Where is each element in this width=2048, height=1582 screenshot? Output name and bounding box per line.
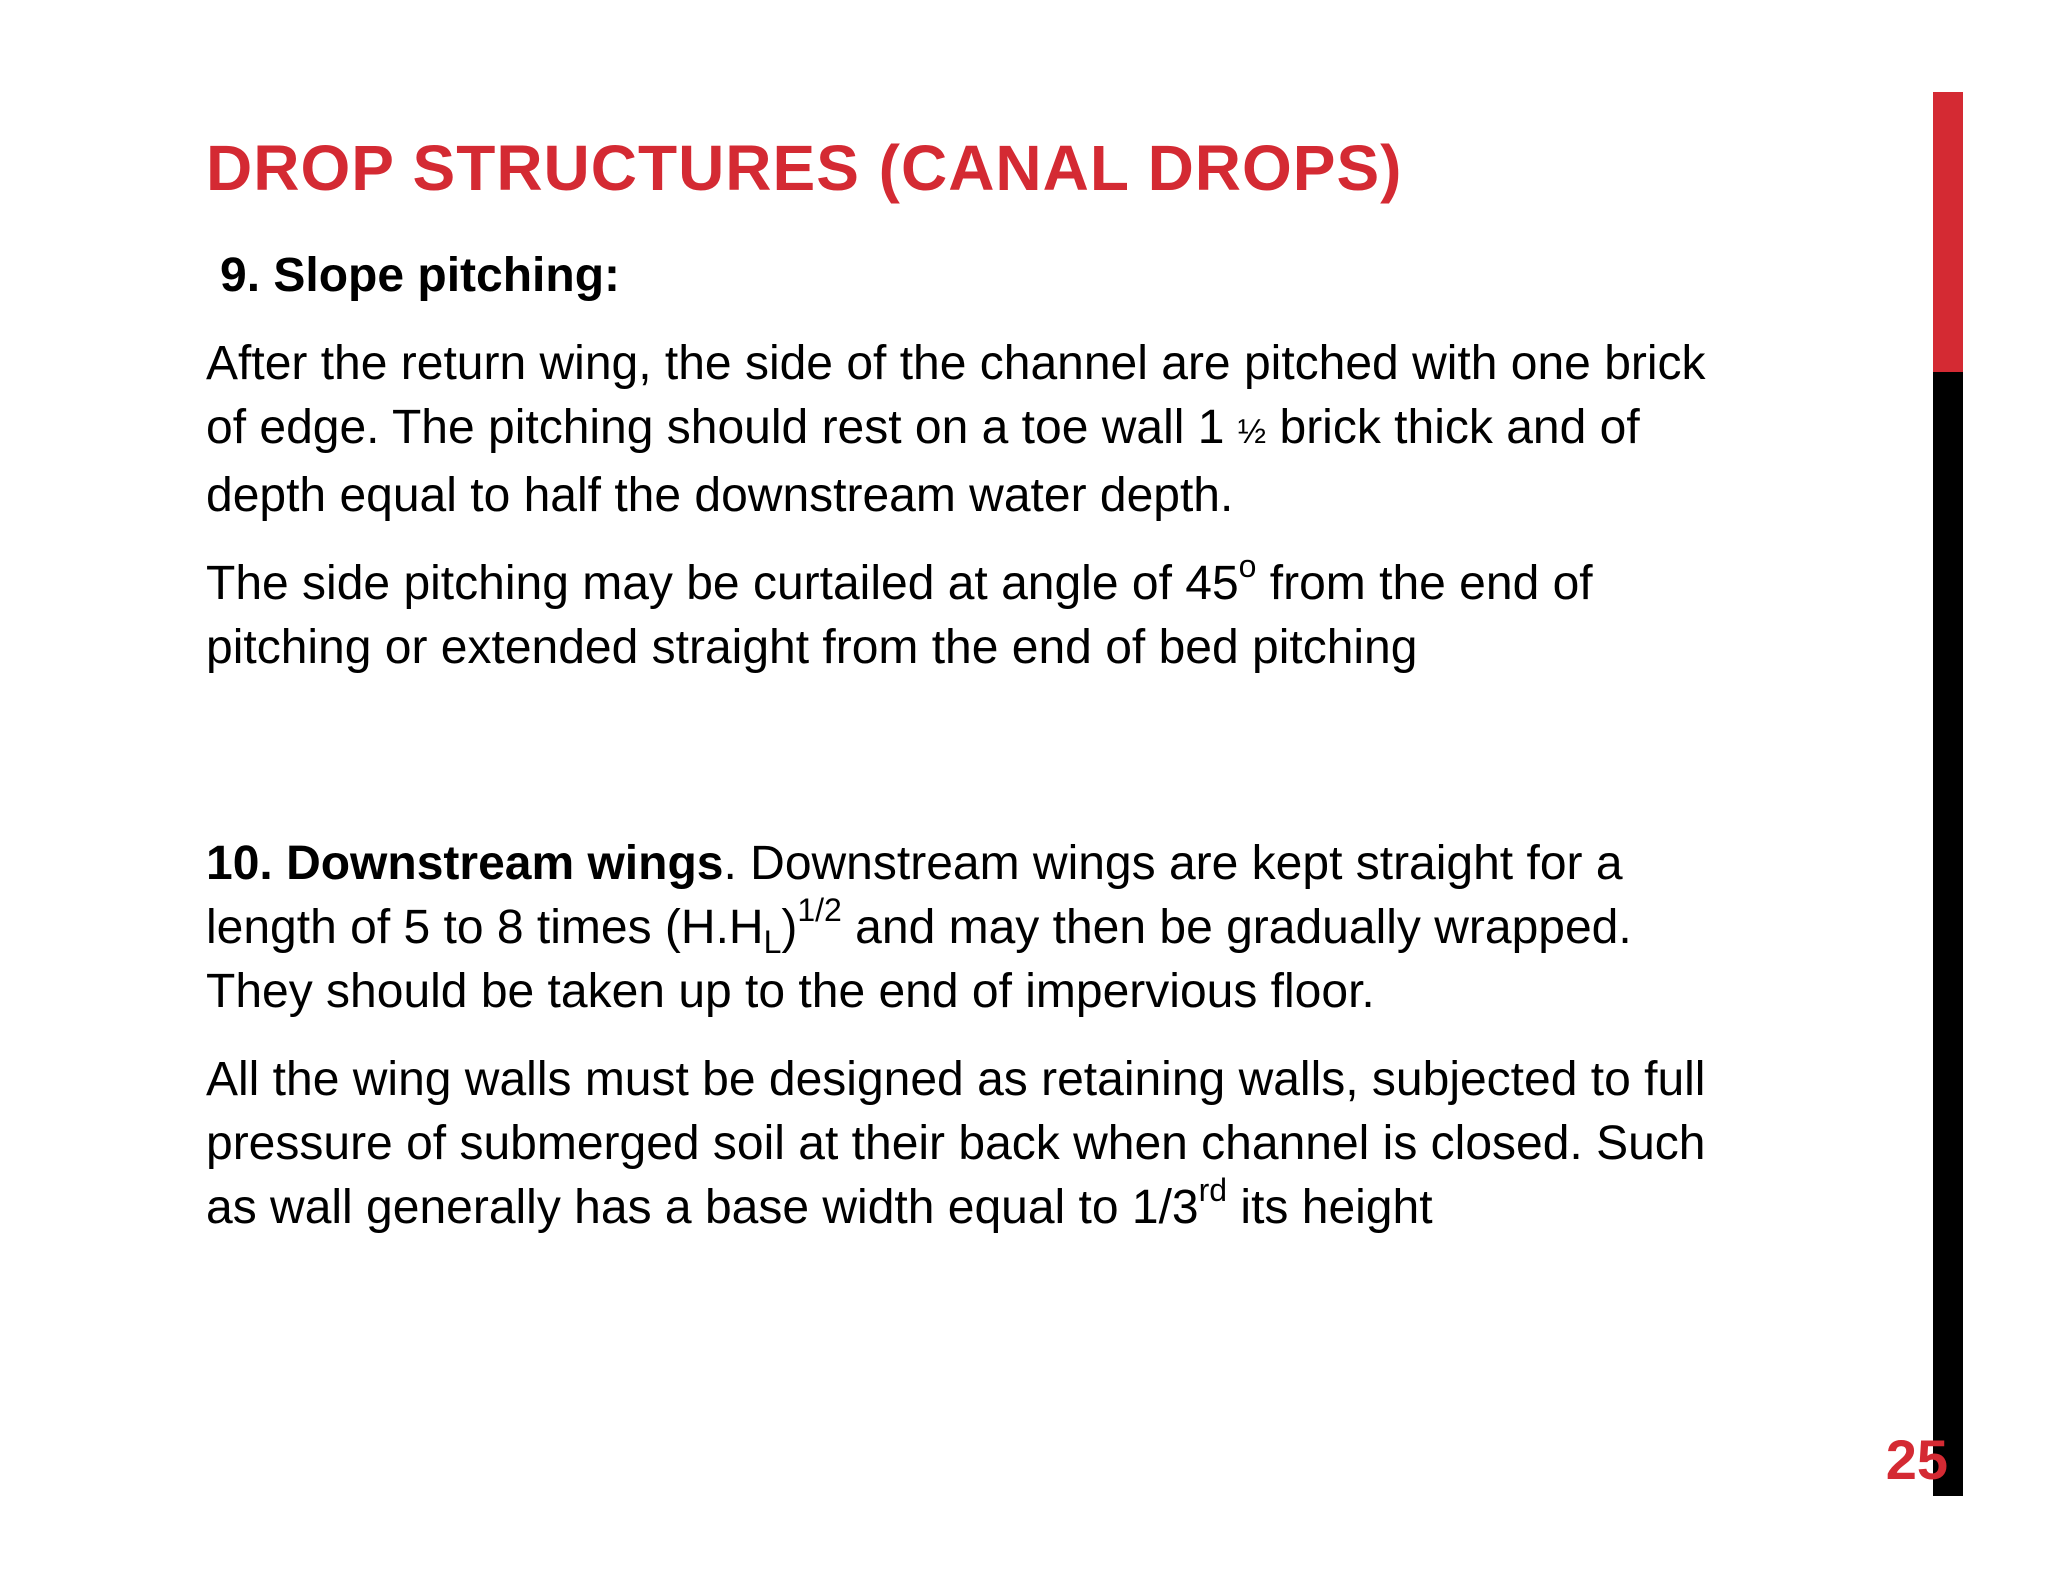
- subscript-l: L: [763, 924, 782, 960]
- text-line: They should be taken up to the end of impervious floor.: [206, 965, 1375, 1018]
- ordinal-superscript: rd: [1198, 1172, 1228, 1208]
- text-line: . Downstream wings are kept straight for a: [723, 837, 1623, 890]
- text-line: The side pitching may be curtailed at angle of 45: [206, 557, 1239, 610]
- text-line: depth equal to half the downstream water depth.: [206, 469, 1234, 522]
- slide-title: DROP STRUCTURES (CANAL DROPS): [206, 132, 1403, 204]
- text-line: length of 5 to 8 times (H.H: [206, 901, 764, 954]
- text-line: as wall generally has a base width equal to 1/3: [206, 1181, 1199, 1234]
- text-line: pressure of submerged soil at their back when channel is closed. Such: [206, 1117, 1706, 1170]
- accent-bar-black: [1933, 372, 1963, 1496]
- text-line: pitching or extended straight from the end of bed pitching: [206, 621, 1418, 674]
- accent-bar-red: [1933, 92, 1963, 372]
- text-line: and may then be gradually wrapped.: [841, 901, 1632, 954]
- text-line: All the wing walls must be designed as retaining walls, subjected to full: [206, 1053, 1706, 1106]
- text-line: its height: [1227, 1181, 1433, 1234]
- section-9-paragraph-2: [206, 548, 1846, 680]
- text-line: of edge. The pitching should rest on a toe wall 1: [206, 401, 1238, 454]
- text-line: from the end of: [1256, 557, 1593, 610]
- section-10-paragraph-1: [206, 832, 1846, 1024]
- section-9-heading: 9. Slope pitching:: [220, 249, 621, 302]
- section-10-heading: 10. Downstream wings: [206, 837, 724, 890]
- page-number: 25: [1885, 1428, 1948, 1491]
- text-line: ): [781, 901, 798, 954]
- degree-superscript: o: [1238, 548, 1257, 584]
- section-10-paragraph-2: [206, 1048, 1846, 1240]
- section-9-paragraph-1: [206, 332, 1846, 528]
- slide-body: [206, 244, 1846, 1264]
- text-line: brick thick and of: [1266, 401, 1640, 454]
- text-line: After the return wing, the side of the channel are pitched with one brick: [206, 337, 1706, 390]
- fraction-half: ½: [1237, 413, 1267, 451]
- exponent-superscript: 1/2: [797, 892, 842, 928]
